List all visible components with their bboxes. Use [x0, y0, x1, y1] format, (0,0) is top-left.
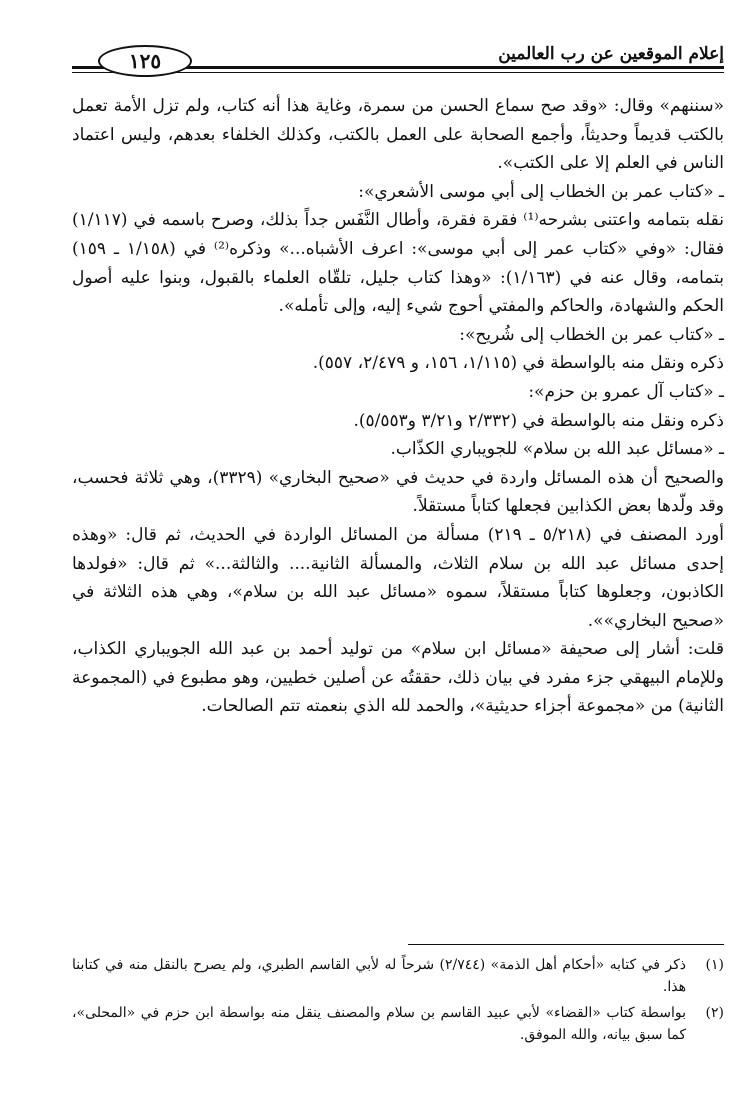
paragraph: أورد المصنف في (٥/٢١٨ ـ ٢١٩) مسألة من المسائل الواردة في الحديث، ثم قال: «وهذه إحدى مسائل عبد الله بن سلام الثلاث، والمسألة الثانية.... والثالثة...» ثم قال: «فولدها الكاذبون، وجعلوها كتاباً مستقلاً، سموه «مسائل عبد الله بن سلام»، وهي هذه الثلاثة في «صحيح البخاري»».	[72, 524, 724, 631]
footnote	[72, 1002, 724, 1046]
footnote-text: بواسطة كتاب «القضاء» لأبي عبيد القاسم بن سلام والمصنف ينقل منه بواسطة ابن حزم في «المحلى»، كما سبق بيانه، والله الموفق.	[72, 1005, 686, 1043]
page-number: ١٢٥	[128, 49, 162, 73]
footnote-number: (١)	[705, 957, 724, 973]
footnote-separator	[408, 944, 724, 945]
paragraph: ذكره ونقل منه بالواسطة في (٢/٣٣٢ و٣/٢١ و٥/٥٥٣).	[353, 410, 724, 431]
book-entry-heading: ـ «كتاب آل عمرو بن حزم»:	[528, 381, 724, 402]
page-number-badge	[98, 45, 192, 77]
book-entry-heading: ـ «كتاب عمر بن الخطاب إلى شُريح»:	[459, 324, 724, 345]
footnote-number: (٢)	[705, 1005, 724, 1021]
paragraph: نقله بتمامه واعتنى بشرحه⁽¹⁾ فقرة فقرة، وأطال النَّفَس جداً بذلك، وصرح باسمه في (١/١١٧) فقال: «وفي «كتاب عمر إلى أبي موسى»: اعرف الأشباه...» وذكره⁽²⁾ في (١/١٥٨ ـ ١٥٩) بتمامه، وقال عنه في (١/١٦٣): «وهذا كتاب جليل، تلقّاه العلماء بالقبول، وبنوا عليه أصول الحكم والشهادة، والحاكم والمفتي أحوج شيء إليه، وإلى تأمله».	[72, 210, 724, 317]
main-text	[72, 92, 724, 721]
footnotes	[72, 954, 724, 1050]
footnote	[72, 954, 724, 998]
paragraph: قلت: أشار إلى صحيفة «مسائل ابن سلام» من توليد أحمد بن عبد الله الجويباري الكذاب، وللإمام البيهقي جزء مفرد في بيان ذلك، حققتُه عن أصلين خطيين، وهو مطبوع في (المجموعة الثانية) من «مجموعة أجزاء حديثية»، والحمد لله الذي بنعمته تتم الصالحات.	[72, 639, 724, 717]
book-entry-heading: ـ «مسائل عبد الله بن سلام» للجويباري الكذّاب.	[390, 439, 724, 460]
page-header	[72, 40, 724, 86]
footnote-text: ذكر في كتابه «أحكام أهل الذمة» (٢/٧٤٤) شرحاً له لأبي القاسم الطبري، ولم يصرح بالنقل منه في كتابنا هذا.	[72, 957, 686, 995]
paragraph: ذكره ونقل منه بالواسطة في (١/١١٥، ١٥٦، و ٢/٤٧٩، ٥٥٧).	[312, 353, 724, 374]
paragraph: والصحيح أن هذه المسائل واردة في حديث في «صحيح البخاري» (٣٣٢٩)، وهي ثلاثة فحسب، وقد ولّدها بعض الكذابين فجعلها كتاباً مستقلاً.	[72, 467, 725, 517]
running-title: إعلام الموقعين عن رب العالمين	[498, 44, 724, 64]
paragraph: «سننهم» وقال: «وقد صح سماع الحسن من سمرة، وغاية هذا أنه كتاب، ولم تزل الأمة تعمل بالكتب قديماً وحديثاً، وأجمع الصحابة على العمل بالكتب، وكذلك الخلفاء بعدهم، وليس اعتماد الناس في العلم إلا على الكتب».	[72, 96, 724, 174]
book-entry-heading: ـ «كتاب عمر بن الخطاب إلى أبي موسى الأشعري»:	[358, 181, 724, 202]
